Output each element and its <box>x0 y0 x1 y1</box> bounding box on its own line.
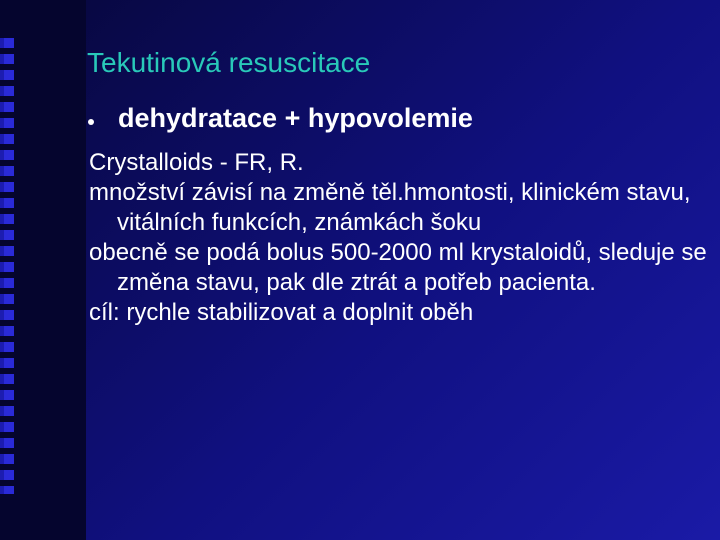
bullet-text: dehydratace + hypovolemie <box>118 103 473 133</box>
bullet-dot-icon <box>88 119 94 125</box>
body-text <box>89 148 709 328</box>
paragraph-goal: cíl: rychle stabilizovat a doplnit oběh <box>89 299 474 326</box>
decor-squares <box>4 38 18 494</box>
left-decor-strip <box>0 0 86 540</box>
bullet-item <box>86 103 473 134</box>
paragraph-bolus: obecně se podá bolus 500-2000 ml krystaloidů, sleduje se změna stavu, pak dle ztrát a potřeb pacienta. <box>89 239 707 296</box>
paragraph-crystalloids: Crystalloids - FR, R. <box>89 149 304 176</box>
slide-title: Tekutinová resuscitace <box>87 47 371 78</box>
paragraph-amount: množství závisí na změně těl.hmontosti, klinickém stavu, vitálních funkcích, známkách šoku <box>89 179 691 236</box>
